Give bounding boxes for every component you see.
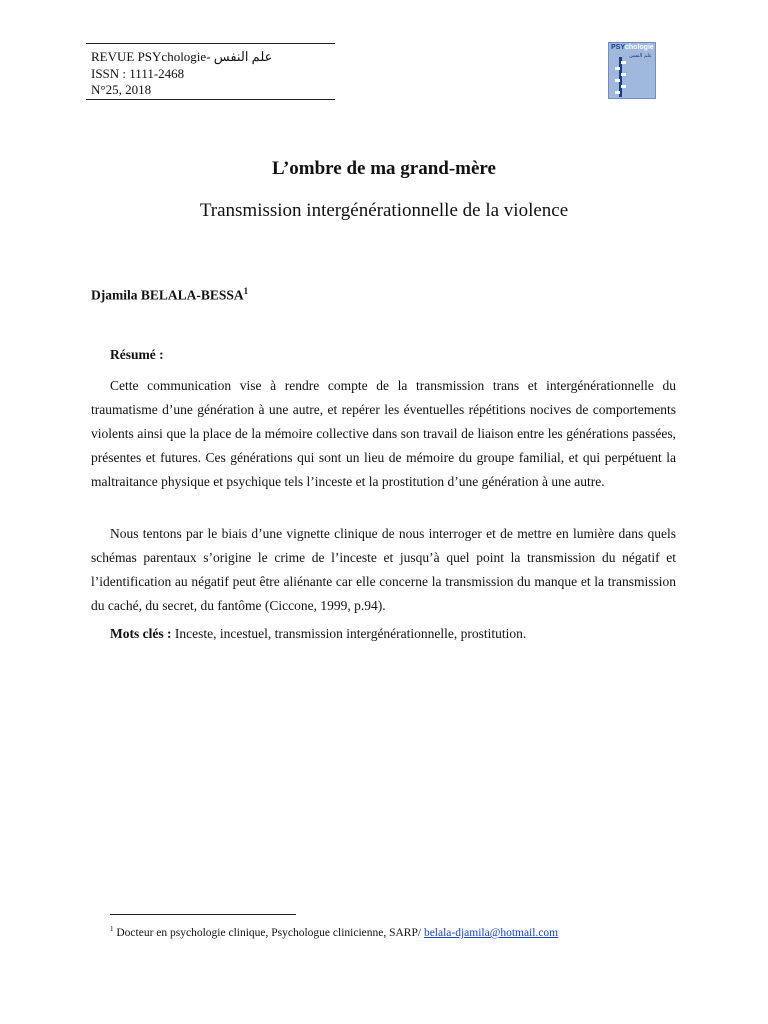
logo-text: PSYchologie [611, 44, 654, 51]
journal-issue: N°25, 2018 [91, 82, 152, 97]
footnote [110, 922, 558, 940]
journal-name: REVUE PSYchologie- علم النفس [91, 49, 273, 64]
keywords-list: Inceste, incestuel, transmission intergénérationnelle, prostitution. [171, 626, 527, 641]
abstract-label: Résumé : [110, 347, 164, 362]
author-name: Djamila BELALA-BESSA$^1$ [91, 286, 249, 303]
abstract-paragraph-2: Nous tentons par le biais d’une vignette clinique de nous interroger et de mettre en lumière dans quels schémas parentaux s’origine le crime de l’inceste et jusqu’à quel point la transmission du négatif et l’identification au négatif peut être aliénante car elle concerne la transmission du manque et la transmission du caché, du secret, du fantôme (Ciccone, 1999, p.94). [91, 526, 676, 613]
article-subtitle: Transmission intergénérationnelle de la violence [199, 200, 569, 221]
author-email-link[interactable]: belala-djamila@hotmail.com [423, 926, 559, 939]
keywords [110, 626, 526, 642]
author-footnote-marker[interactable]: 1 [243, 286, 249, 296]
footnote-marker: 1 [110, 925, 114, 933]
footnote-text: Docteur en psychologie clinique, Psychologue clinicienne, SARP/ [113, 926, 424, 939]
journal-logo [608, 42, 656, 99]
article-title: L’ombre de ma grand-mère [272, 158, 496, 179]
journal-header [86, 43, 335, 100]
logo-arabic-text: علم النفس [629, 53, 652, 59]
journal-issn: ISSN : 1111-2468 [91, 66, 185, 81]
keywords-label: Mots clés : [110, 626, 172, 641]
footnote-divider [110, 914, 296, 915]
abstract-paragraph-1: Cette communication vise à rendre compte de la transmission trans et intergénérationnelle du traumatisme d’une génération à une autre, et repérer les éventuelles répétitions nocives de comportements violents ainsi que la place de la mémoire collective dans son travail de liaison entre les générations passées, présentes et futures. Ces générations qui sont un lieu de mémoire du groupe familial, et qui perpétuent la maltraitance physique et psychique tels l’inceste et la prostitution d’une génération à une autre. [91, 378, 676, 489]
